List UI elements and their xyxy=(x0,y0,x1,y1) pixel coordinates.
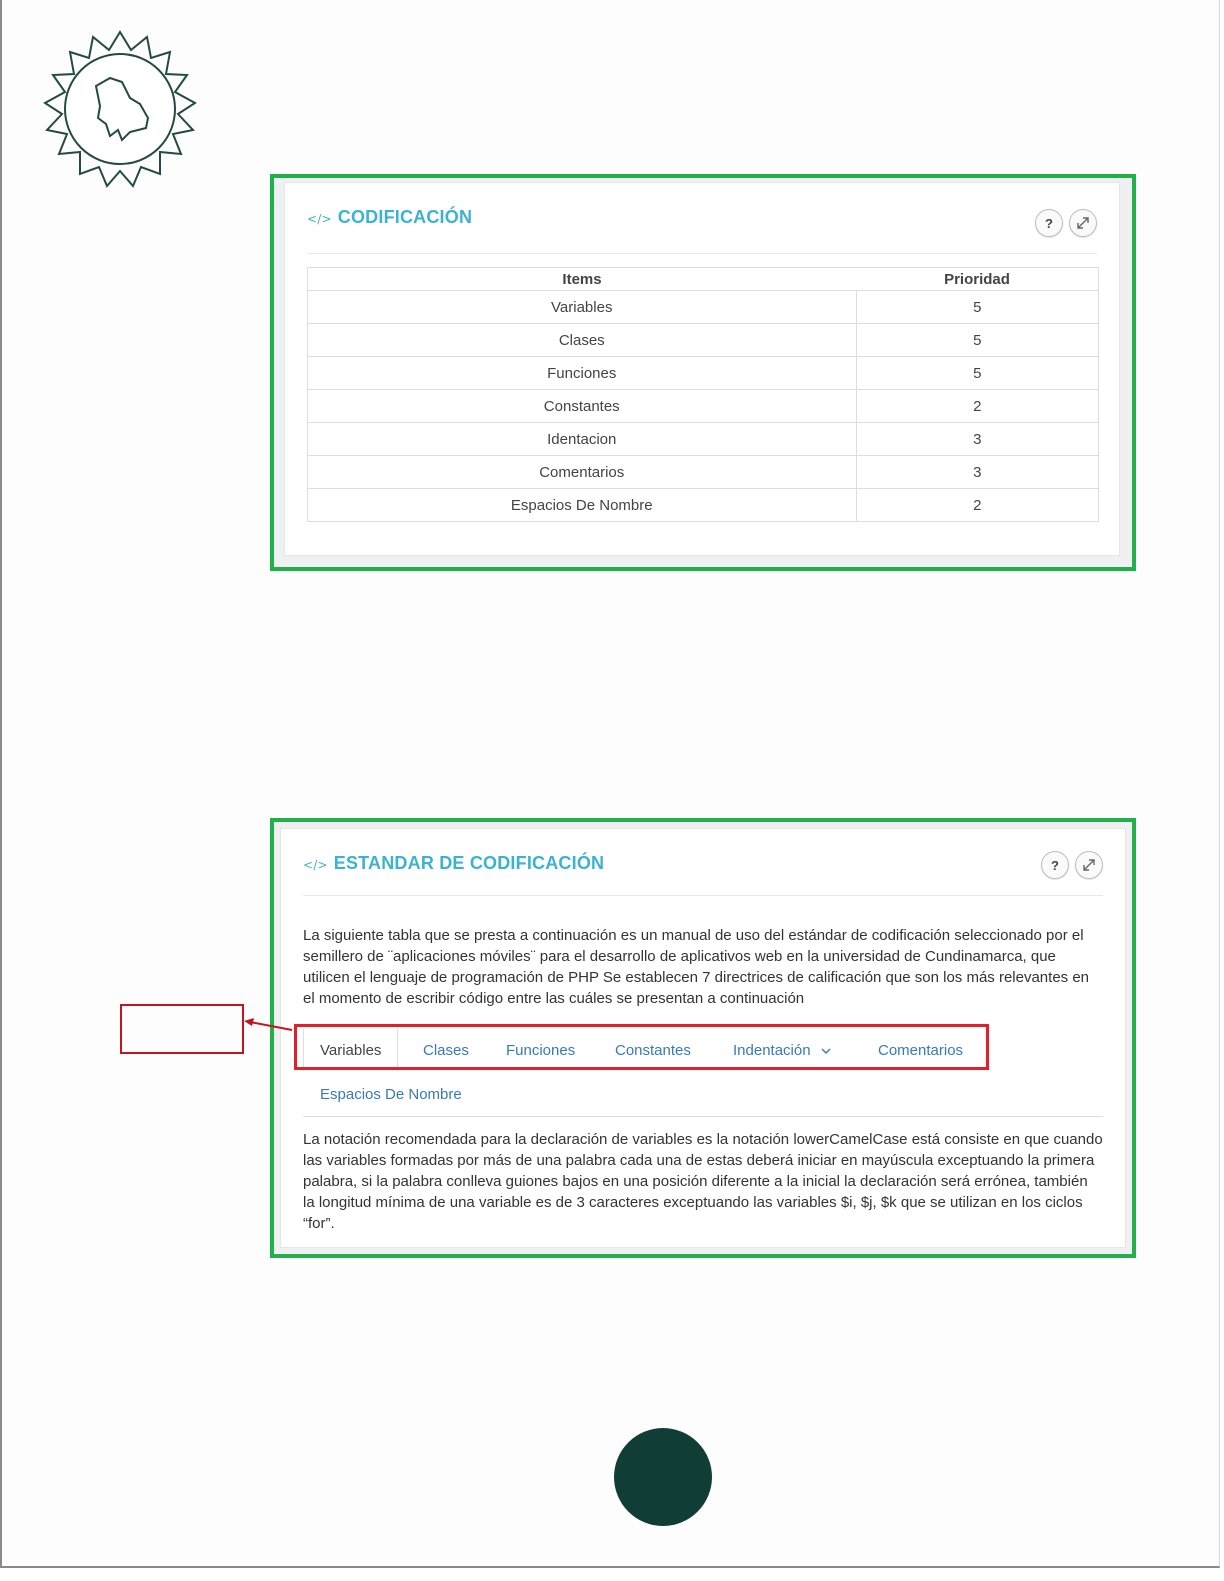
table-row xyxy=(308,291,1099,324)
table-header-row xyxy=(308,268,1099,291)
table-row xyxy=(308,324,1099,357)
header-items: Items xyxy=(308,268,857,291)
callout-arrow-icon xyxy=(240,1016,300,1036)
table-row xyxy=(308,357,1099,390)
panel-title-text: CODIFICACIÓN xyxy=(337,207,473,227)
expand-button[interactable] xyxy=(1075,851,1103,879)
cell-item: Constantes xyxy=(308,390,857,423)
cell-priority: 5 xyxy=(856,291,1099,324)
cell-item: Comentarios xyxy=(308,456,857,489)
sun-map-emblem-icon xyxy=(36,28,204,190)
cell-priority: 5 xyxy=(856,357,1099,390)
cell-priority: 5 xyxy=(856,324,1099,357)
tab-variables[interactable]: Variables xyxy=(303,1029,398,1071)
cell-item: Espacios De Nombre xyxy=(308,489,857,522)
expand-button[interactable] xyxy=(1069,209,1097,237)
expand-icon xyxy=(1076,216,1090,230)
panel-title xyxy=(307,207,472,228)
codificacion-panel xyxy=(284,182,1120,556)
code-icon: </> xyxy=(307,212,332,226)
table-row xyxy=(308,456,1099,489)
tab-divider xyxy=(303,1116,1103,1117)
panel-title-text: ESTANDAR DE CODIFICACIÓN xyxy=(333,853,605,873)
help-button[interactable]: ? xyxy=(1041,851,1069,879)
tabs-highlight-box xyxy=(294,1024,989,1070)
code-icon: </> xyxy=(303,858,328,872)
header-prioridad: Prioridad xyxy=(856,268,1099,291)
cell-item: Clases xyxy=(308,324,857,357)
callout-box xyxy=(120,1004,244,1054)
page-footer-circle xyxy=(614,1428,712,1526)
tab-espacios-de-nombre[interactable]: Espacios De Nombre xyxy=(320,1086,462,1103)
intro-paragraph: La siguiente tabla que se presta a continuación es un manual de uso del estándar de codificación seleccionado por el semillero de ¨aplicaciones móviles¨ para el desarrollo de aplicativos web en la universidad de Cundinamarca, que utilicen el lenguaje de programación de PHP Se establecen 7 directrices de calificación que son los más relevantes en el momento de escribir código entre las cuáles se presentan a continuación xyxy=(303,927,1090,1007)
table-row xyxy=(308,390,1099,423)
tab-comentarios[interactable]: Comentarios xyxy=(878,1042,964,1059)
cell-priority: 2 xyxy=(856,489,1099,522)
panel-header xyxy=(303,829,1103,896)
items-table xyxy=(307,267,1099,522)
panel-header xyxy=(307,183,1097,254)
panel-title xyxy=(303,853,604,874)
cell-priority: 2 xyxy=(856,390,1099,423)
cell-item: Identacion xyxy=(308,423,857,456)
cell-priority: 3 xyxy=(856,423,1099,456)
tab-funciones[interactable]: Funciones xyxy=(506,1042,576,1059)
table-row xyxy=(308,423,1099,456)
help-button[interactable]: ? xyxy=(1035,209,1063,237)
tab-content: La notación recomendada para la declaración de variables es la notación lowerCamelCase está consiste en que cuando las variables formadas por más de una palabra cada una de estas deberá iniciar en mayúscula exceptuando la primera palabra, si la palabra conlleva guiones bajos en una posición diferente a la inicial la declaración será errónea, también la longitud mínima de una variable es de 3 caracteres exceptuando las variables $i, $j, $k que se utilizan en los ciclos “for”. xyxy=(303,1131,1103,1232)
cell-item: Variables xyxy=(308,291,857,324)
tab-constantes[interactable]: Constantes xyxy=(615,1042,691,1059)
cell-priority: 3 xyxy=(856,456,1099,489)
tab-clases[interactable]: Clases xyxy=(423,1042,469,1059)
cell-item: Funciones xyxy=(308,357,857,390)
tab-indentacion-label: Indentación xyxy=(733,1042,811,1059)
table-row xyxy=(308,489,1099,522)
emblem-circle xyxy=(65,54,175,164)
expand-icon xyxy=(1082,858,1096,872)
